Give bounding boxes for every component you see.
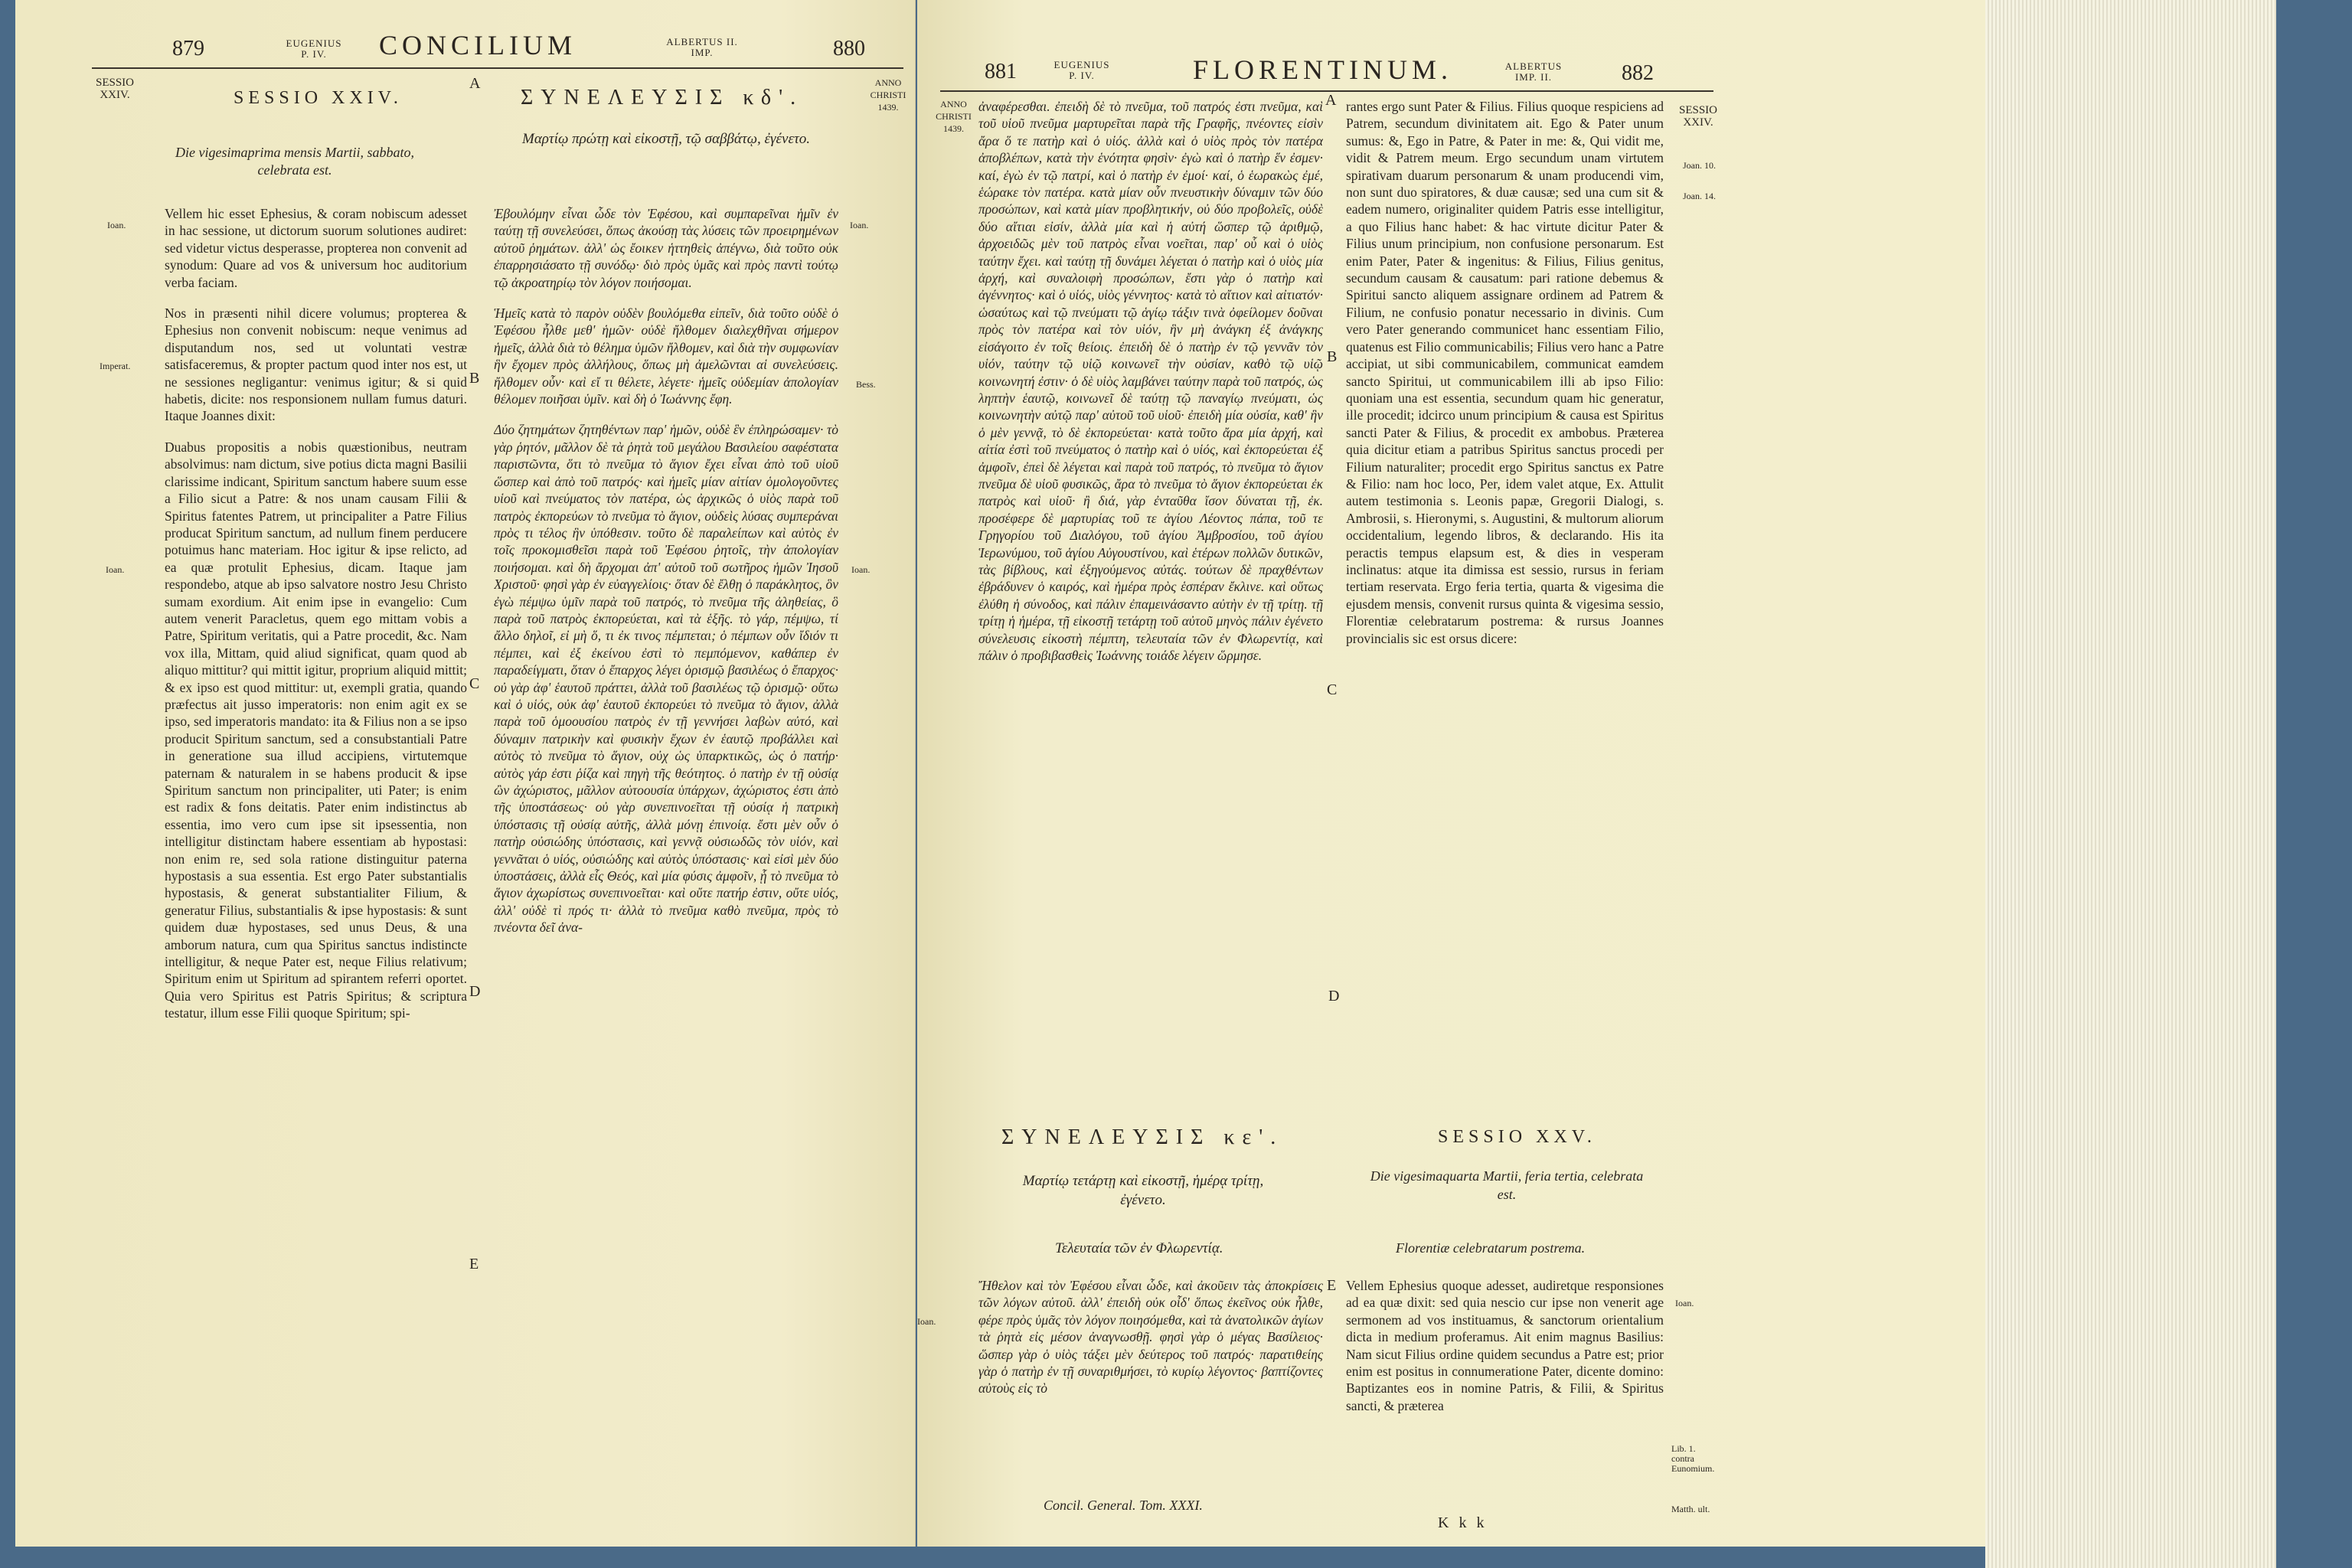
page-edges (1985, 0, 2276, 1568)
sessio-marker (1671, 104, 1725, 129)
latin-session-heading: SESSIO XXV. (1438, 1127, 1596, 1147)
greek-column (494, 205, 838, 1545)
greek-date-line: Μαρτίῳ πρώτῃ καὶ εἰκοστῇ, τῷ σαββάτῳ, ἐγένετο. (522, 131, 810, 147)
sessio-number: XXIV. (100, 89, 130, 101)
latin-column (1346, 1277, 1664, 1530)
emperor-label (660, 37, 744, 58)
emperor-label (1495, 61, 1572, 83)
volume-citation: Concil. General. Tom. XXXI. (1044, 1498, 1203, 1513)
sessio-word: SESSIO (1678, 104, 1718, 116)
signature-mark: K k k (1438, 1514, 1488, 1531)
latin-paragraph: rantes ergo sunt Pater & Filius. Filius quoque respiciens ad Patrem, secundum divinitatem ait. Ego & Pater unum sumus: &, Ego in Patre, & Pater in me: &, Qui vidit me, vidit & Patrem meum. Ergo secundum unam virtutem spirativam duarum personarum & unam producendi vim, non sunt duo spiratores, & duæ causæ; sed una cum sit & eadem numero, originaliter quidem Patris esse intelligitur, a quo Filius hanc habet: & hac virtute dicitur Pater & Filius unum principium, non confusione personarum. Est enim Pater, Pater & ingenitus: & Filius, Filius genitus, secundum causam & causatum: pari ratione debemus & Spiritui sancto aliquem assignare ordinem ad Patrem & Filium, ne confusio ponatur necessario in divinis. Cum vero Pater generando communicet hanc essentiam Filio, quatenus est Filio communicabilis; Filius vero hanc a Patre accipiat, ut sibi communicabilem, communicat eamdem sancto Spiritui, ut communicabilem illi ab ipso Filio: quoniam una est essentia, secundum quam hic generatur, ille procedit; idcirco unum principium & causa est Spiritus sancti Pater & Filius, & procedit ex ambobus. Præterea quia dicitur etiam a patribus Spiritus sanctus procedi per Filium naturaliter; procedit ergo Spiritus sanctus ex Patre & Filio: nam hoc loco, Per, idem valet atque, Ex. Attulit autem testimonia s. Leonis papæ, Gregorii Dialogi, s. Ambrosii, s. Hieronymi, s. Augustini, & multorum aliorum occidentalium, legendo libros, & declarando. His ita peractis tempus elapsum est, & dies in vesperam inclinatus: atque ita dimissa est sessio, rursus in feriam tertiam reservata. Ergo feria tertia, quarta & vigesima die ejusdem mensis, convenit rursus quinta & vigesima sessio, Florentiæ celebratarum postrema: & rursus Joannes provincialis sic est orsus dicere: (1346, 99, 1664, 646)
section-letter: D (469, 983, 481, 1000)
greek-paragraph: ἀναφέρεσθαι. ἐπειδὴ δὲ τὸ πνεῦμα, τοῦ πατρός ἐστι πνεῦμα, καὶ τοῦ υἱοῦ πνεῦμα μαρτυρεῖται παρὰ τῆς Γραφῆς, πνέοντες εἰσὶν ἄρα ὅ τε πατὴρ καὶ ὁ υἱός. ἀλλὰ καὶ ὁ υἱὸς πρὸς τὸν πατέρα ἀποβλέπων, κατὰ τὴν ἑνότητα φησὶν· ἐγὼ καὶ ὁ πατὴρ ἕν ἐσμεν· καί, ἐγὼ ἐν τῷ πατρί, καὶ ὁ πατὴρ ἐν ἐμοί· καί, ὁ ἑωρακὼς ἐμέ, ἑώρακε τὸν πατέρα. κατὰ μίαν οὖν πνευστικὴν δύναμιν τῶν δύο προσώπων, καὶ κατὰ μίαν προβλητικήν, οὐ δύο προβολεῖς, οὐδὲ δύο αἴτιαι εἰσίν, ἀλλὰ μία καὶ ἡ αὐτή ὥσπερ τῷ ἀριθμῷ, ἀρχοειδῶς μὲν τοῦ πατρὸς εἶναι νοεῖται, παρ' οὗ καὶ ὁ υἱὸς ταύτην ἔχει. καὶ ταύτῃ τῇ δυνάμει λέγεται ὁ πατὴρ καὶ ὁ υἱὸς μία ἀρχή, καὶ συναλοιφὴ προσώπων, ἔστι γὰρ ὁ πατὴρ καὶ ἀγέννητος· καὶ ὁ υἱός, υἱὸς γέννητος· κατὰ τὸ αἴτιον καὶ αἰτιατόν· ὡσαύτως καὶ τῷ πνεύματι τῷ ἁγίῳ τάξιν τινὰ ὀφείλομεν δοῦναι πρὸς τὸν πατέρα καὶ τὸν υἱόν, ἣν μὴ ἀνάγκη ἐξ ἀνάγκης εἰσάγοιτο ἐν τοῖς θείοις. ἐπειδὴ δὲ ὁ πατὴρ ἐν τῷ γεννᾶν τὸν υἱόν, ταύτην τῷ υἱῷ κοινωνεῖ τὴν οὐσίαν, καθὸ τῷ υἱῷ κοινωνητή ἐστιν· ὁ δὲ υἱὸς λαμβάνει ταύτην παρὰ τοῦ πατρός, ὡς ληπτὴν ἑαυτῷ, κοινωνεῖ δὲ ταύτῃ τῷ παναγίῳ πνεύματι, ὡς κοινωνητὴν αὐτῷ παρ' αὐτοῦ τοῦ υἱοῦ· ἐπειδὴ μία οὐσία, καθ' ἣν ὁ μὲν γεννᾷ, τὸ δὲ ἐκπορεύεται· κατὰ τοῦτο ἄρα μία ἀρχή, καὶ αἰτία ἐστὶ τοῦ πνεύματος ὁ πατὴρ καὶ ὁ υἱός, καὶ ἐκπορεύεται ἐξ ἀμφοῖν, ἐπεὶ δὲ λέγεται καὶ παρὰ τοῦ πατρός, τὸ πνεῦμα τὸ ἅγιον πνεῦμα δὲ υἱοῦ φυσικῶς, ἄρα τὸ πνεῦμα τὸ ἅγιον ἐκπορεύεται ἐκ πατρὸς καὶ υἱοῦ· ἢ διά, γὰρ ἐνταῦθα ἴσον δύναται τῇ, ἐκ. προσέφερε δὲ μαρτυρίας τοῦ τε ἁγίου Λέοντος πάπα, τοῦ τε Γρηγορίου τοῦ Διαλόγου, τοῦ ἁγίου Ἀμβροσίου, τοῦ ἁγίου Ἱερωνύμου, τοῦ ἁγίου Αὐγουστίνου, καὶ ἑτέρων πολλῶν δυτικῶν, τὰς βίβλους, καὶ ἐξηγούμενος αὐτάς. τούτων δὲ πραχθέντων ἐβράδυνεν ὁ καιρός, καὶ ἡμέρα πρὸς ἑσπέραν ἔκλινε. καὶ οὕτως ἐλύθη ἡ σύνοδος, καὶ πάλιν ἐπαμεινάσαντο αὐτὴν ἐν τῇ τρίτῃ. τῇ τρίτῃ ἡ ἡμέρα, τῇ εἰκοστῇ τετάρτῃ τοῦ αὐτοῦ μηνὸς πάλιν ἐγένετο σύνελευσις εἰκοστὴ πέμπτη, τελευταία τῶν ἐν Φλωρεντίᾳ, καὶ πάλιν ὁ προβιβασθεὶς Ἰωάννης τοιάδε λέγειν ὥρμησε. (978, 99, 1323, 663)
pope-name: EUGENIUS (286, 38, 342, 49)
margin-note: Lib. 1. contra Eunomium. (1671, 1443, 1715, 1474)
emperor-name: ALBERTUS (1504, 60, 1563, 72)
section-letter: B (469, 370, 480, 387)
latin-column (1346, 98, 1664, 1040)
sessio-word: SESSIO (95, 77, 135, 89)
greek-session-heading: ΣΥΝΕΛΕΥΣΙΣ κδ'. (521, 86, 804, 109)
greek-paragraph: Δύο ζητημάτων ζητηθέντων παρ' ἡμῶν, οὐδὲ ἓν ἐπληρώσαμεν· τὸ γὰρ ῥητόν, μᾶλλον δὲ τὰ ῥητὰ τοῦ μεγάλου Βασιλείου σαφέστατα παριστῶντα, ὅτι τὸ πνεῦμα τὸ ἅγιον ἔχει εἶναι ἀπὸ τοῦ υἱοῦ ὥσπερ καὶ ἀπὸ τοῦ πατρός· καὶ ἡμεῖς μίαν αἰτίαν ὁμολογοῦντες υἱοῦ καὶ πνεύματος τὸν πατέρα, ὡς ἀρχικῶς ὁ υἱὸς παρὰ τοῦ πατρὸς ἐκπορεύων τὸ πνεῦμα τὸ ἅγιον, οὐδεὶς λύσας συμπεράναι πρὸς τι τέλος ἣν ὑπόθεσιν. τοῦτο δὲ παραλείπων καὶ αὐτὸς ἐν τοῖς προκομισθεῖσι παρὰ τοῦ Ἐφέσου ῥητοῖς, τὴν ἀπολογίαν ποιήσομαι. καὶ δὴ ἄρχομαι ἀπ' αὐτοῦ τοῦ σωτῆρος ἡμῶν Ἰησοῦ Χριστοῦ· φησὶ γὰρ ἐν εὐαγγελίοις· ὅταν δὲ ἔλθῃ ὁ παράκλητος, ὃν ἐγὼ πέμψω ὑμῖν παρὰ τοῦ πατρός, τὸ πνεῦμα τῆς ἀληθείας, ὃ παρὰ τοῦ πατρὸς ἐκπορεύεται, καὶ τὰ ἑξῆς. τὸ γάρ, πέμψω, τί ἄλλο δηλοῖ, εἰ μὴ ὅ, τι ἐκ τινος πέμπεται; ὁ πέμπων οὖν ἴδιόν τι πέμπει, καὶ ἐξ ἐκείνου ἐστὶ τὸ πεμπόμενον, καθάπερ ἐν παραδείγματι, ὅταν ὁ ἔπαρχος λέγει ὁρισμῷ βασιλέως ὁ ἔπαρχος· οὐ γὰρ ἀφ' ἑαυτοῦ πράττει, ἀλλὰ τοῦ βασιλέως τῷ ὁρισμῷ· οὕτω καὶ ὁ υἱός, οὐκ ἀφ' ἑαυτοῦ ἐκπορεύει τὸ πνεῦμα τὸ ἅγιον, ἀλλὰ παρὰ τοῦ ὁμοουσίου πατρὸς ἐν τῇ γεννήσει λαβὼν αὐτό, καὶ δύναμιν πατρικὴν καὶ φυσικὴν ἔχων ἐν ἑαυτῷ προβάλλει καὶ αὐτὸς τὸ πνεῦμα τὸ ἅγιον, οὐχ ὡς ὑπαρκτικῶς, ὡς ὁ πατήρ· αὐτὸς γάρ ἐστι ῥίζα καὶ πηγὴ τῆς θεότητος. ὁ πατὴρ ἐν τῇ οὐσίᾳ ὢν ἀχώριστος, μᾶλλον αὐτοουσία ὑπάρχων, ἀχώριστος ἐστι ἀπὸ τῆς ὑποστάσεως· οὐ γὰρ συνεπινοεῖται τῇ οὐσίᾳ ἡ πατρικὴ ὑπόστασις τῇ οὐσίᾳ αὐτῆς, ἀλλὰ μόνῃ ἐπινοίᾳ. ἔστι μὲν οὖν ὁ πατὴρ οὐσιώδης ὑπόστασις, καὶ γεννᾷ οὐσιωδῶς τὸν υἱόν, καὶ γεννᾶται ὁ υἱός, οὐσιώδης καὶ αὐτὸς ὑπόστασις· καὶ εἰσὶ μὲν δύο ὑποστάσεις, ἀλλὰ εἷς Θεός, καὶ μία φύσις ἀμφοῖν, ᾗ τὸ πνεῦμα τὸ ἅγιον ἀχωρίστως συνεπινοεῖται· καὶ οὔτε πατήρ ἐστιν, οὔτε υἱός, ἀλλ' οὐδὲ τὶ πρός τι· ἀλλὰ τὸ πνεῦμα καθὸ πνεῦμα, πρὸς τὸ πνέοντα δεῖ ἀνα- (494, 422, 838, 936)
latin-subtitle: Florentiæ celebratarum postrema. (1396, 1240, 1586, 1256)
latin-date-line: Die vigesimaquarta Martii, feria tertia, celebrata est. (1370, 1168, 1644, 1202)
margin-note: Ioan. (851, 564, 871, 575)
latin-paragraph: Duabus propositis a nobis quæstionibus, neutram absolvimus: nam dictum, sive potius dicta magni Basilii clarissime indicant, Spiritum sanctum habere suum esse a Filio sicut a Patre: & nos unam causam Filii & Spiritus fatentes Patrem, ut principaliter a Patre Filius producat Spiritum sanctum, ad nullum finem perducere potuimus hanc materiam. Hoc igitur & ipse relicto, ad ea quæ protulit Ephesius, dicam. Itaque jam respondebo, atque ab ipso salvatore nostro Jesu Christo sumam exordium. Ait enim ipse in evangelio: Cum autem venerit Paracletus, quem ego mittam vobis a Patre, Spiritum veritatis, qui a Patre procedit, &c. Nam vox illa, Mittam, quid aliud significat, quam quod ab aliquo mittitur? qui mittit igitur, proprium aliquid mittit; & ex ipso est quod mittitur: ut, exempli gratia, quando præfectus ait jusso imperatoris: non enim agit ex se ipso, sed imperatoris mandato: ita & Filius non a se ipso producit Spiritum sanctum, sed a consubstantiali Patre in generatione sua illud accipiens, virtutemque paternam & naturalem in se habens producit & ipse Spiritum sanctum non principaliter, uti Pater; is enim est radix & fons deitatis. Pater enim indistinctus ab essentia, imo vero cum ipse sit ipsessentia, non intelligitur distinctam habere essentiam ab hypostasi: non enim re, sed sola ratione distinguitur paterna hypostasis a sua essentia. Est ergo Pater substantialis hypostasis, & generat substantialiter Filium, & generatur Filius, substantialis & ipse hypostasis: & sunt quidem duæ hypostases, sed unus Deus, & una amborum natura, cum qua Spiritus sanctus indistincte intelligitur, & neque Pater est, neque Filius relativum; Spiritum enim ut Spiritum ad spirantem referri oportet. Quia vero Spiritus est Patris Spiritus; & scriptura testatur, illum esse Filii quoque Spiritum; spi- (165, 439, 467, 1021)
section-letter: A (1325, 92, 1337, 109)
margin-note: Joan. 10. (1683, 160, 1716, 171)
page-number: 881 (985, 60, 1017, 83)
sessio-number: XXIV. (1683, 116, 1713, 129)
running-title: FLORENTINUM. (1193, 54, 1452, 85)
margin-note: Ioan. (106, 564, 125, 575)
latin-paragraph: Vellem hic esset Ephesius, & coram nobiscum adesset in hac sessione, ut dictorum suorum solutiones audiret: sed videtur victus desperasse, propterea non convenit ad synodum: Quare ad vos & universum hoc auditorium verba faciam. (165, 206, 467, 290)
greek-date-line: Μαρτίῳ τετάρτῃ καὶ εἰκοστῇ, ἡμέρᾳ τρίτῃ, ἐγένετο. (1022, 1173, 1264, 1208)
christi-word: CHRISTI (936, 111, 972, 122)
section-letter: A (469, 75, 481, 92)
latin-paragraph: Nos in præsenti nihil dicere volumus; propterea & Ephesius non convenit nobiscum: neque venimus ad disputandum nos, sed ut voluntati vestræ satisfaceremus, & propter pactum quod inter nos est, ut ne sessiones negligantur: venimus igitur; & si quid habetis, dicite: nos responsionem nullam fumus daturi. Itaque Joannes dixit: (165, 305, 467, 424)
page-number: 879 (172, 37, 204, 60)
latin-session-heading: SESSIO XXIV. (234, 88, 403, 108)
pope-number: P. IV. (1069, 70, 1095, 81)
margin-note: Ioan. (850, 220, 869, 230)
page-number: 882 (1622, 61, 1654, 85)
running-title: CONCILIUM (379, 30, 577, 60)
open-book (15, 0, 2289, 1568)
greek-subtitle: Τελευταία τῶν ἐν Φλωρεντίᾳ. (1055, 1240, 1223, 1256)
section-letter: E (469, 1256, 479, 1272)
margin-note: Bess. (856, 379, 876, 390)
section-letter: C (1327, 681, 1338, 698)
greek-session-heading: ΣΥΝΕΛΕΥΣΙΣ κε'. (1001, 1125, 1284, 1149)
margin-note: Ioan. (107, 220, 126, 230)
right-page (917, 0, 1985, 1547)
margin-note: Ioan. (917, 1316, 936, 1327)
section-letter: B (1327, 348, 1338, 365)
section-letter: C (469, 675, 480, 692)
margin-note: Imperat. (100, 361, 131, 371)
margin-note: Ioan. (1675, 1298, 1694, 1308)
anno-word: ANNO (874, 77, 902, 88)
greek-paragraph: Ἐβουλόμην εἶναι ὧδε τὸν Ἐφέσου, καὶ συμπαρεῖναι ἡμῖν ἐν ταύτῃ τῇ συνελεύσει, ὅπως ἀκούσῃ τὰς λύσεις τῶν προειρημένων αὐτοῦ ῥημάτων. ἀλλ' ὡς ἔοικεν ἡττηθεὶς ἀπέγνω, διὰ τοῦτο οὐκ ἐπαρρησιάσατο τῇ συνόδῳ· διὸ πρὸς ὑμᾶς καὶ πρὸς παντὶ τούτῳ τῷ ἀκροατηρίῳ τὸν λόγον ποιήσομαι. (494, 206, 838, 290)
margin-note: Matth. ult. (1671, 1504, 1710, 1514)
greek-paragraph: Ἤθελον καὶ τὸν Ἐφέσου εἶναι ὧδε, καὶ ἀκοῦειν τὰς ἀποκρίσεις τῶν λόγων αὐτοῦ. ἀλλ' ἐπειδὴ οὐκ οἶδ' ὅπως ἐκεῖνος οὐκ ἦλθε, φέρε πρὸς ὑμᾶς τὸν λόγον ποιησόμεθα, καὶ τὰ ἀνατολικῶν ἁγίων τὰ ῥητὰ εἰς μέσον ἀναγνωσθῇ. φησὶ γὰρ ὁ μέγας Βασίλειος· ὥσπερ γὰρ ὁ υἱὸς τάξει μὲν δεύτερος τοῦ πατρός· παρατιθείης γὰρ ὁ πατὴρ ἐν τῇ συναριθμήσει, τὸ κυρίῳ λέγοντος· βαπτίζοντες αὐτοὺς εἰς τὸ (978, 1278, 1323, 1396)
pope-name: EUGENIUS (1054, 59, 1110, 70)
pope-number: P. IV. (301, 48, 327, 60)
greek-paragraph: Ἡμεῖς κατὰ τὸ παρὸν οὐδὲν βουλόμεθα εἰπεῖν, διὰ τοῦτο οὐδὲ ὁ Ἐφέσου ἦλθε μεθ' ἡμῶν· οὐδὲ ἤλθομεν διαλεχθῆναι σήμερον ἡμεῖς, ἀλλὰ διὰ τὸ θέλημα ὑμῶν ἤλθομεν, καὶ διὰ τὴν συμφωνίαν ἣν ἔχομεν πρὸς ἀλλήλους, ὅπως μὴ ἀμελῶνται αἱ συνελεύσεις. ἤλθομεν οὖν· καὶ εἴ τι θέλετε, λέγετε· ἡμεῖς οὐδεμίαν ἀπολογίαν θέλομεν ποιῆσαι ὑμῖν. καὶ δὴ ὁ Ἰωάννης ἔφη. (494, 305, 838, 407)
page-number: 880 (833, 37, 865, 60)
greek-column (978, 98, 1323, 1055)
section-letter: E (1327, 1277, 1337, 1294)
christi-word: CHRISTI (870, 90, 906, 100)
latin-column (165, 205, 467, 1545)
left-page (15, 0, 916, 1547)
margin-note: Joan. 14. (1683, 191, 1716, 201)
pope-label (1047, 60, 1116, 81)
emperor-name: ALBERTUS II. (666, 36, 738, 47)
latin-paragraph: Vellem Ephesius quoque adesset, audiretque responsiones ad ea quæ dixit: sed quia nescio cur ipse non venerit age sermonem ad vos instituamus, & sanctorum orientalium dicta in medium proferamus. Ait enim magnus Basilius: Nam sicut Filius ordine quidem secundus a Patre est; prior enim est positus in connumeratione Pater, dicente domino: Baptizantes eos in nomine Patris, & Filii, & Spiritus sancti, & præterea (1346, 1278, 1664, 1413)
anno-marker (929, 98, 978, 135)
sessio-marker (92, 77, 138, 101)
pope-label (279, 38, 348, 60)
section-letter: D (1328, 988, 1340, 1004)
anno-marker (865, 77, 911, 113)
latin-date-line: Die vigesimaprima mensis Martii, sabbato, celebrata est. (175, 145, 414, 178)
emperor-title: IMP. II. (1514, 71, 1553, 83)
anno-year: 1439. (943, 123, 964, 134)
header-rule (92, 67, 903, 69)
emperor-title: IMP. (691, 47, 714, 58)
anno-word: ANNO (940, 99, 967, 109)
greek-column (978, 1277, 1323, 1491)
anno-year: 1439. (877, 102, 899, 113)
